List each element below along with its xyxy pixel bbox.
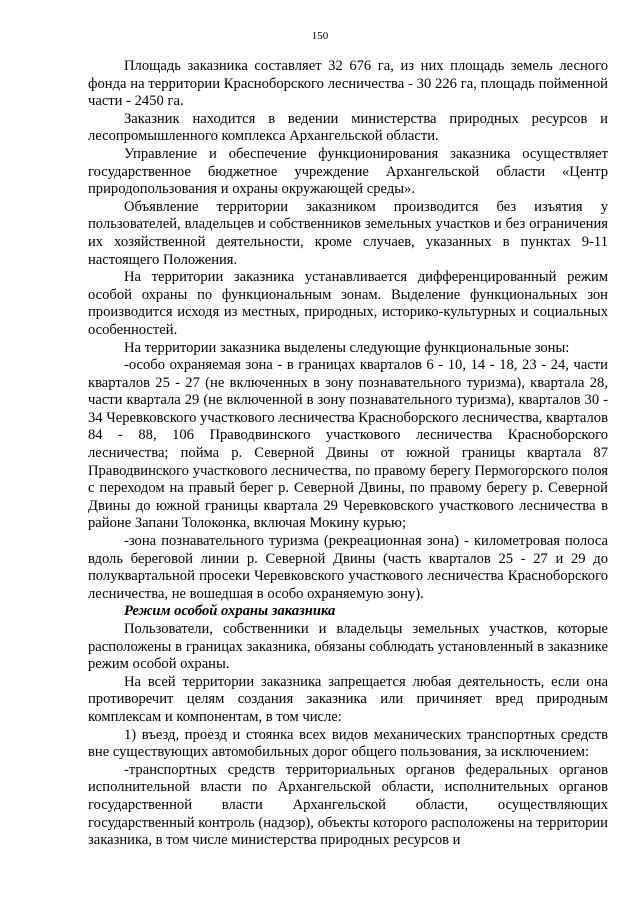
paragraph-prohibitions: На всей территории заказника запрещается любая деятельность, если она противоречит целям создания заказника или причиняет вред природным комплексам и компонентам, в том числе: [88,673,608,725]
paragraph-area: Площадь заказника составляет 32 676 га, из них площадь земель лесного фонда на территории Красноборского лесничества - 30 226 га, площадь пойменной части - 2450 га. [88,58,608,110]
paragraph-administration: Заказник находится в ведении министерства природных ресурсов и лесопромышленного комплекса Архангельской области. [88,110,608,145]
paragraph-declaration: Объявление территории заказником производится без изъятия у пользователей, владельцев и собственников земельных участков и без ограничения их хозяйственной деятельности, кроме случаев, указанных в пунктах 9-11 настоящего Положения. [88,198,608,268]
paragraph-exceptions: -транспортных средств территориальных органов федеральных органов исполнительной власти по Архангельской области, исполнительных органов государственной власти Архангельской области, осуществляющих государственный контроль (надзор), объекты которого расположены на территории заказника, в том числе министерства природных ресурсов и [88,761,608,849]
paragraph-zones-intro: На территории заказника выделены следующие функциональные зоны: [124,339,570,356]
page-number: 150 [311,30,329,42]
paragraph-zoning: На территории заказника устанавливается дифференцированный режим особой охраны по функциональным зонам. Выделение функциональных зон производится исходя из местных, природных, историко-культурных и социальных особенностей. [88,269,608,338]
section-heading: Режим особой охраны заказника [124,603,336,620]
document-body [88,58,608,850]
paragraph-item-1: 1) въезд, проезд и стоянка всех видов механических транспортных средств вне существующих автомобильных дорог общего пользования, за исключением: [88,726,608,761]
paragraph-management: Управление и обеспечение функционирования заказника осуществляет государственное бюджетное учреждение Архангельской области «Центр природопользования и охраны окружающей среды». [88,145,608,198]
paragraph-tourism-zone: -зона познавательного туризма (рекреационная зона) - километровая полоса вдоль береговой линии р. Северной Двины (часть кварталов 25 - 27 и 29 до полуквартальной просеки Черевковского участкового лесничества Красноборского лесничества, не вошедшая в особо охраняемую зону). [88,533,608,602]
paragraph-obligations: Пользователи, собственники и владельцы земельных участков, которые расположены в границах заказника, обязаны соблюдать установленный в заказнике режим особой охраны. [88,621,608,673]
paragraph-protected-zone: -особо охраняемая зона - в границах кварталов 6 - 10, 14 - 18, 23 - 24, части кварталов 25 - 27 (не включенных в зону познавательного туризма), квартала 28, части квартала 29 (не включенной в зону познавательного туризма), кварталов 30 - 34 Черевковского участкового лесничества Красноборского лесничества, кварталов 84 - 88, 106 Праводвинского участкового лесничества Красноборского лесничества; пойма р. Северной Двины от южной границы квартала 87 Праводвинского участкового лесничества, по правому берегу Пермогорского полоя с переходом на правый берег р. Северной Двины, по правому берегу р. Северной Двины до южной границы квартала 29 Черевковского участкового лесничества в районе Запани Толоконка, включая Мокину курью; [88,357,608,532]
